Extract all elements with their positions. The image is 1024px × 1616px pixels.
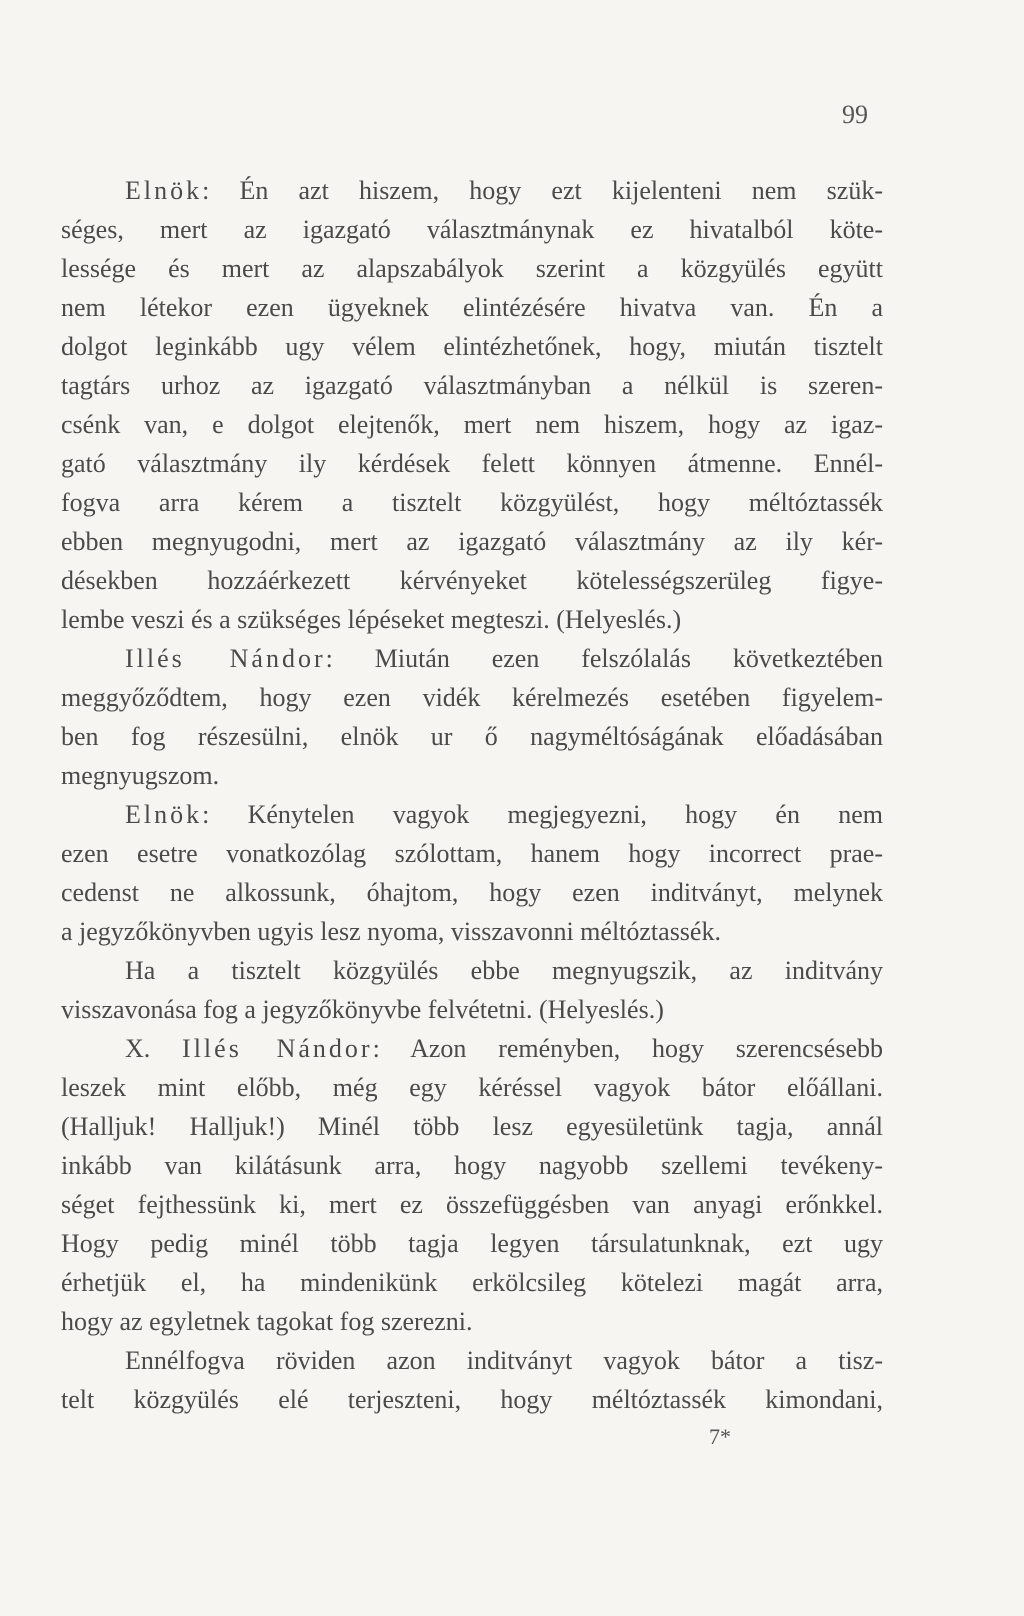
text-line: a jegyzőkönyvben ugyis lesz nyoma, visszavonni méltóztassék. <box>61 917 721 946</box>
text-line: dolgot leginkább ugy vélem elintézhetőnek, hogy, miután tisztelt <box>61 332 883 361</box>
text-line: ezen esetre vonatkozólag szólottam, hanem hogy incorrect prae- <box>61 839 883 868</box>
text-line: ebben megnyugodni, mert az igazgató választmány az ily kér- <box>61 527 883 556</box>
text-line: inkább van kilátásunk arra, hogy nagyobb szellemi tevékeny- <box>61 1151 883 1180</box>
speaker-name: Illés Nándor <box>125 644 326 673</box>
page-number: 99 <box>842 100 868 129</box>
text-line: lembe veszi és a szükséges lépéseket megteszi. (Helyeslés.) <box>61 605 682 634</box>
text-line: érhetjük el, ha mindenikünk erkölcsileg kötelezi magát arra, <box>61 1268 883 1297</box>
line-prefix: X. <box>125 1034 183 1063</box>
line-text: : Azon reményben, hogy szerencsésebb <box>372 1034 883 1063</box>
speaker-name: Illés Nándor <box>182 1034 373 1063</box>
text-line: hogy az egyletnek tagokat fog szerezni. <box>61 1307 473 1336</box>
text-line: séget fejthessünk ki, mert ez összefüggésben van anyagi erőnkkel. <box>61 1190 883 1219</box>
text-line: séges, mert az igazgató választmánynak ez hivatalból köte- <box>61 215 883 244</box>
text-line: (Halljuk! Halljuk!) Minél több lesz egyesületünk tagja, annál <box>61 1112 883 1141</box>
text-line: cedenst ne alkossunk, óhajtom, hogy ezen inditványt, melynek <box>61 878 883 907</box>
text-line: meggyőződtem, hogy ezen vidék kérelmezés esetében figyelem- <box>61 683 883 712</box>
speaker-name: Elnök <box>125 800 203 829</box>
text-line: csénk van, e dolgot elejtenők, mert nem hiszem, hogy az igaz- <box>61 410 883 439</box>
speaker-name: Elnök <box>125 176 203 205</box>
text-line: Ha a tisztelt közgyülés ebbe megnyugszik, az inditvány <box>125 956 883 985</box>
text-line <box>125 1034 883 1064</box>
text-line <box>125 800 883 830</box>
text-line: Ennélfogva röviden azon inditványt vagyok bátor a tisz- <box>125 1346 883 1375</box>
text-line: lessége és mert az alapszabályok szerint a közgyülés együtt <box>61 254 883 283</box>
signature-mark: 7* <box>709 1424 731 1449</box>
text-line: nem létekor ezen ügyeknek elintézésére hivatva van. Én a <box>61 293 883 322</box>
text-line: telt közgyülés elé terjeszteni, hogy méltóztassék kimondani, <box>61 1385 883 1414</box>
text-line: fogva arra kérem a tisztelt közgyülést, hogy méltóztassék <box>61 488 883 517</box>
text-line: tagtárs urhoz az igazgató választmányban a nélkül is szeren- <box>61 371 883 400</box>
text-line: Hogy pedig minél több tagja legyen társulatunknak, ezt ugy <box>61 1229 883 1258</box>
text-line: désekben hozzáérkezett kérvényeket kötelességszerüleg figye- <box>61 566 883 595</box>
line-text: : Miután ezen felszólalás következtében <box>325 644 883 673</box>
text-line: visszavonása fog a jegyzőkönyvbe felvétetni. (Helyeslés.) <box>61 995 664 1024</box>
text-line: gató választmány ily kérdések felett könnyen átmenne. Ennél- <box>61 449 883 478</box>
text-line <box>125 644 883 674</box>
text-line: megnyugszom. <box>61 761 220 790</box>
text-line <box>125 176 883 206</box>
text-line: ben fog részesülni, elnök ur ő nagyméltóságának előadásában <box>61 722 883 751</box>
line-text: : Kénytelen vagyok megjegyezni, hogy én nem <box>202 800 883 829</box>
text-line: leszek mint előbb, még egy kéréssel vagyok bátor előállani. <box>61 1073 883 1102</box>
line-text: : Én azt hiszem, hogy ezt kijelenteni nem szük- <box>202 176 883 205</box>
